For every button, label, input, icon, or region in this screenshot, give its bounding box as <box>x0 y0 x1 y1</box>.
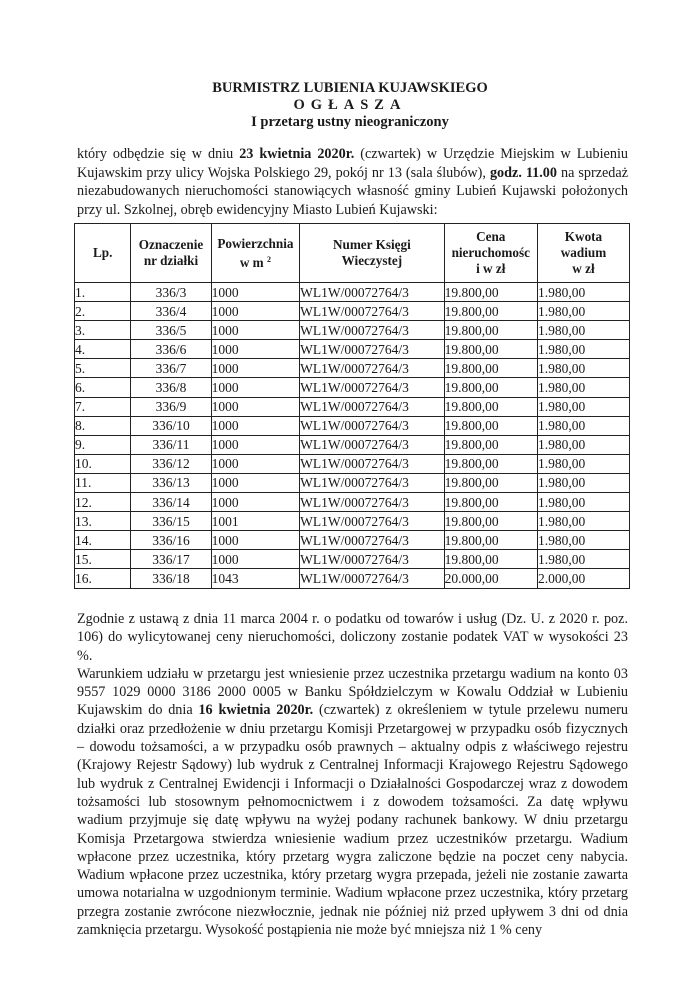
cell-price: 19.800,00 <box>444 493 537 512</box>
cell-lp: 14. <box>75 531 131 550</box>
cell-area: 1000 <box>211 493 299 512</box>
announcement-header <box>0 80 700 131</box>
cell-lp: 10. <box>75 454 131 473</box>
cell-land-register: WL1W/00072764/3 <box>300 435 444 454</box>
cell-plot-number: 336/13 <box>131 473 211 492</box>
cell-lp: 4. <box>75 340 131 359</box>
cell-plot-number: 336/4 <box>131 302 211 321</box>
table-row <box>75 283 630 302</box>
cell-land-register: WL1W/00072764/3 <box>300 378 444 397</box>
table-row <box>75 493 630 512</box>
cell-deposit: 1.980,00 <box>537 302 629 321</box>
cell-plot-number: 336/10 <box>131 416 211 435</box>
cell-plot-number: 336/17 <box>131 550 211 569</box>
cell-deposit: 1.980,00 <box>537 473 629 492</box>
table-row <box>75 302 630 321</box>
auction-date: 23 kwietnia 2020r. <box>239 146 355 162</box>
cell-land-register: WL1W/00072764/3 <box>300 512 444 531</box>
cell-area: 1001 <box>211 512 299 531</box>
cell-area: 1000 <box>211 550 299 569</box>
cell-plot-number: 336/15 <box>131 512 211 531</box>
cell-lp: 8. <box>75 416 131 435</box>
cell-deposit: 1.980,00 <box>537 416 629 435</box>
vat-paragraph: Zgodnie z ustawą z dnia 11 marca 2004 r. o podatku od towarów i usług (Dz. U. z 2020 r. poz. 106) do wylicytowanej ceny nieruchomości, doliczony zostanie podatek VAT w wysokości 23 %. <box>77 611 628 664</box>
cell-deposit: 1.980,00 <box>537 359 629 378</box>
cell-price: 20.000,00 <box>444 569 537 588</box>
cell-price: 19.800,00 <box>444 283 537 302</box>
cell-deposit: 1.980,00 <box>537 340 629 359</box>
cell-plot-number: 336/14 <box>131 493 211 512</box>
cell-deposit: 1.980,00 <box>537 550 629 569</box>
cell-land-register: WL1W/00072764/3 <box>300 531 444 550</box>
cell-price: 19.800,00 <box>444 302 537 321</box>
table-row <box>75 397 630 416</box>
table-row <box>75 473 630 492</box>
cell-deposit: 1.980,00 <box>537 493 629 512</box>
cell-area: 1000 <box>211 531 299 550</box>
cell-area: 1000 <box>211 397 299 416</box>
cell-area: 1000 <box>211 454 299 473</box>
cell-price: 19.800,00 <box>444 416 537 435</box>
intro-text-2: (czwartek) w Urzędzie Miejskim w Lubieniu Kujawskim przy ulicy Wojska Polskiego 29, pokój nr 13 (sala ślubów), <box>77 146 628 181</box>
cell-deposit: 1.980,00 <box>537 283 629 302</box>
cell-price: 19.800,00 <box>444 473 537 492</box>
cell-price: 19.800,00 <box>444 340 537 359</box>
table-row <box>75 321 630 340</box>
cell-land-register: WL1W/00072764/3 <box>300 416 444 435</box>
cell-plot-number: 336/12 <box>131 454 211 473</box>
cell-plot-number: 336/8 <box>131 378 211 397</box>
deposit-deadline: 16 kwietnia 2020r. <box>198 702 314 719</box>
cell-land-register: WL1W/00072764/3 <box>300 569 444 588</box>
cell-area: 1000 <box>211 473 299 492</box>
cell-land-register: WL1W/00072764/3 <box>300 283 444 302</box>
cell-price: 19.800,00 <box>444 435 537 454</box>
table-header-row <box>75 224 630 283</box>
plots-table <box>74 223 630 589</box>
table-row <box>75 378 630 397</box>
cell-lp: 11. <box>75 473 131 492</box>
cell-area: 1000 <box>211 340 299 359</box>
cell-lp: 13. <box>75 512 131 531</box>
cell-plot-number: 336/18 <box>131 569 211 588</box>
header-lp: Lp. <box>75 224 131 283</box>
cell-lp: 12. <box>75 493 131 512</box>
cell-area: 1000 <box>211 283 299 302</box>
auction-hour: godz. 11.00 <box>489 164 557 181</box>
intro-paragraph <box>77 145 628 219</box>
table-row <box>75 359 630 378</box>
cell-price: 19.800,00 <box>444 550 537 569</box>
cell-land-register: WL1W/00072764/3 <box>300 473 444 492</box>
cell-land-register: WL1W/00072764/3 <box>300 302 444 321</box>
cell-land-register: WL1W/00072764/3 <box>300 550 444 569</box>
cell-lp: 6. <box>75 378 131 397</box>
cell-area: 1000 <box>211 435 299 454</box>
body-text <box>77 610 628 939</box>
cell-plot-number: 336/16 <box>131 531 211 550</box>
conditions-text-1: Warunkiem udziału w przetargu jest wniesienie przez uczestnika przetargu wadium na konto 03 9557 1029 0000 3186 2000 0005 w Banku Spółdzielczym w Kowalu Oddział w Lubieniu Kujawskim do dnia <box>77 665 628 719</box>
cell-plot-number: 336/5 <box>131 321 211 340</box>
cell-plot-number: 336/7 <box>131 359 211 378</box>
cell-plot-number: 336/9 <box>131 397 211 416</box>
cell-land-register: WL1W/00072764/3 <box>300 454 444 473</box>
header-price: Cena nieruchomośc i w zł <box>444 224 537 283</box>
cell-plot-number: 336/6 <box>131 340 211 359</box>
cell-land-register: WL1W/00072764/3 <box>300 493 444 512</box>
cell-lp: 9. <box>75 435 131 454</box>
cell-deposit: 1.980,00 <box>537 512 629 531</box>
cell-area: 1000 <box>211 378 299 397</box>
header-plot-number: Oznaczenie nr działki <box>131 224 211 283</box>
header-deposit: Kwota wadium w zł <box>537 224 629 283</box>
cell-deposit: 1.980,00 <box>537 531 629 550</box>
cell-area: 1000 <box>211 416 299 435</box>
cell-land-register: WL1W/00072764/3 <box>300 321 444 340</box>
table-row <box>75 340 630 359</box>
cell-lp: 5. <box>75 359 131 378</box>
announcement-word: OGŁASZA <box>293 97 407 113</box>
cell-plot-number: 336/3 <box>131 283 211 302</box>
conditions-text-2: (czwartek) z określeniem w tytule przelewu numeru działki oraz przedłożenie w dniu przetargu Komisji Przetargowej w przypadku osób fizycznych – dowodu tożsamości, a w przypadku osób prawnych – aktualny odpis z właściwego rejestru (Krajowy Rejestr Sądowy) lub wydruk z Centralnej Informacji Krajowego Rejestru Sądowego lub wydruk z Centralnej Ewidencji i Informacji o Działalności Gospodarczej wraz z dowodem tożsamości lub stosownym pełnomocnictwem i z dowodem tożsamości. Za datę wpływu wadium przyjmuje się datę wpływu na wyżej podany rachunek bankowy. W dniu przetargu Komisja Przetargowa stwierdza wniesienie wadium przez uczestników przetargu. Wadium wpłacone przez uczestnika, który przetarg wygra zaliczone będzie na poczet ceny nabycia. Wadium wpłacone przez uczestnika, który przetarg wygra przepada, jeżeli nie zostanie zawarta umowa notarialna w uzgodnionym terminie. Wadium wpłacone przez uczestnika, który przetarg przegra zostanie zwrócone niezwłocznie, jednak nie później niż przed upływem 3 dni od dnia zamknięcia przetargu. Wysokość postąpienia nie może być mniejsza niż 1 % ceny <box>77 702 628 939</box>
cell-land-register: WL1W/00072764/3 <box>300 340 444 359</box>
header-area: Powierzchnia w m $^2$ <box>211 224 299 283</box>
cell-area: 1000 <box>211 321 299 340</box>
cell-deposit: 2.000,00 <box>537 569 629 588</box>
header-land-register: Numer Księgi Wieczystej <box>300 224 444 283</box>
cell-lp: 16. <box>75 569 131 588</box>
cell-lp: 15. <box>75 550 131 569</box>
cell-lp: 7. <box>75 397 131 416</box>
intro-text-3: na sprzedaż niezabudowanych nieruchomości stanowiących własność gminy Lubień Kujawski położonych przy ul. Szkolnej, obręb ewidencyjny Miasto Lubień Kujawski: <box>77 164 628 218</box>
issuer-title: BURMISTRZ LUBIENIA KUJAWSKIEGO <box>212 80 488 96</box>
cell-deposit: 1.980,00 <box>537 435 629 454</box>
cell-price: 19.800,00 <box>444 378 537 397</box>
cell-deposit: 1.980,00 <box>537 397 629 416</box>
cell-price: 19.800,00 <box>444 321 537 340</box>
cell-area: 1043 <box>211 569 299 588</box>
cell-price: 19.800,00 <box>444 512 537 531</box>
cell-price: 19.800,00 <box>444 397 537 416</box>
cell-lp: 2. <box>75 302 131 321</box>
cell-deposit: 1.980,00 <box>537 454 629 473</box>
table-row <box>75 416 630 435</box>
table-row <box>75 435 630 454</box>
conditions-paragraph <box>77 665 628 939</box>
cell-plot-number: 336/11 <box>131 435 211 454</box>
cell-deposit: 1.980,00 <box>537 378 629 397</box>
cell-deposit: 1.980,00 <box>537 321 629 340</box>
cell-land-register: WL1W/00072764/3 <box>300 397 444 416</box>
cell-lp: 3. <box>75 321 131 340</box>
cell-price: 19.800,00 <box>444 359 537 378</box>
table-row <box>75 550 630 569</box>
cell-area: 1000 <box>211 359 299 378</box>
cell-area: 1000 <box>211 302 299 321</box>
table-body <box>75 283 630 589</box>
table-row <box>75 454 630 473</box>
auction-title: I przetarg ustny nieograniczony <box>251 114 449 130</box>
cell-price: 19.800,00 <box>444 454 537 473</box>
cell-land-register: WL1W/00072764/3 <box>300 359 444 378</box>
cell-price: 19.800,00 <box>444 531 537 550</box>
table-row <box>75 531 630 550</box>
table-row <box>75 569 630 588</box>
cell-lp: 1. <box>75 283 131 302</box>
table-row <box>75 512 630 531</box>
intro-text-1: który odbędzie się w dniu <box>77 146 240 162</box>
